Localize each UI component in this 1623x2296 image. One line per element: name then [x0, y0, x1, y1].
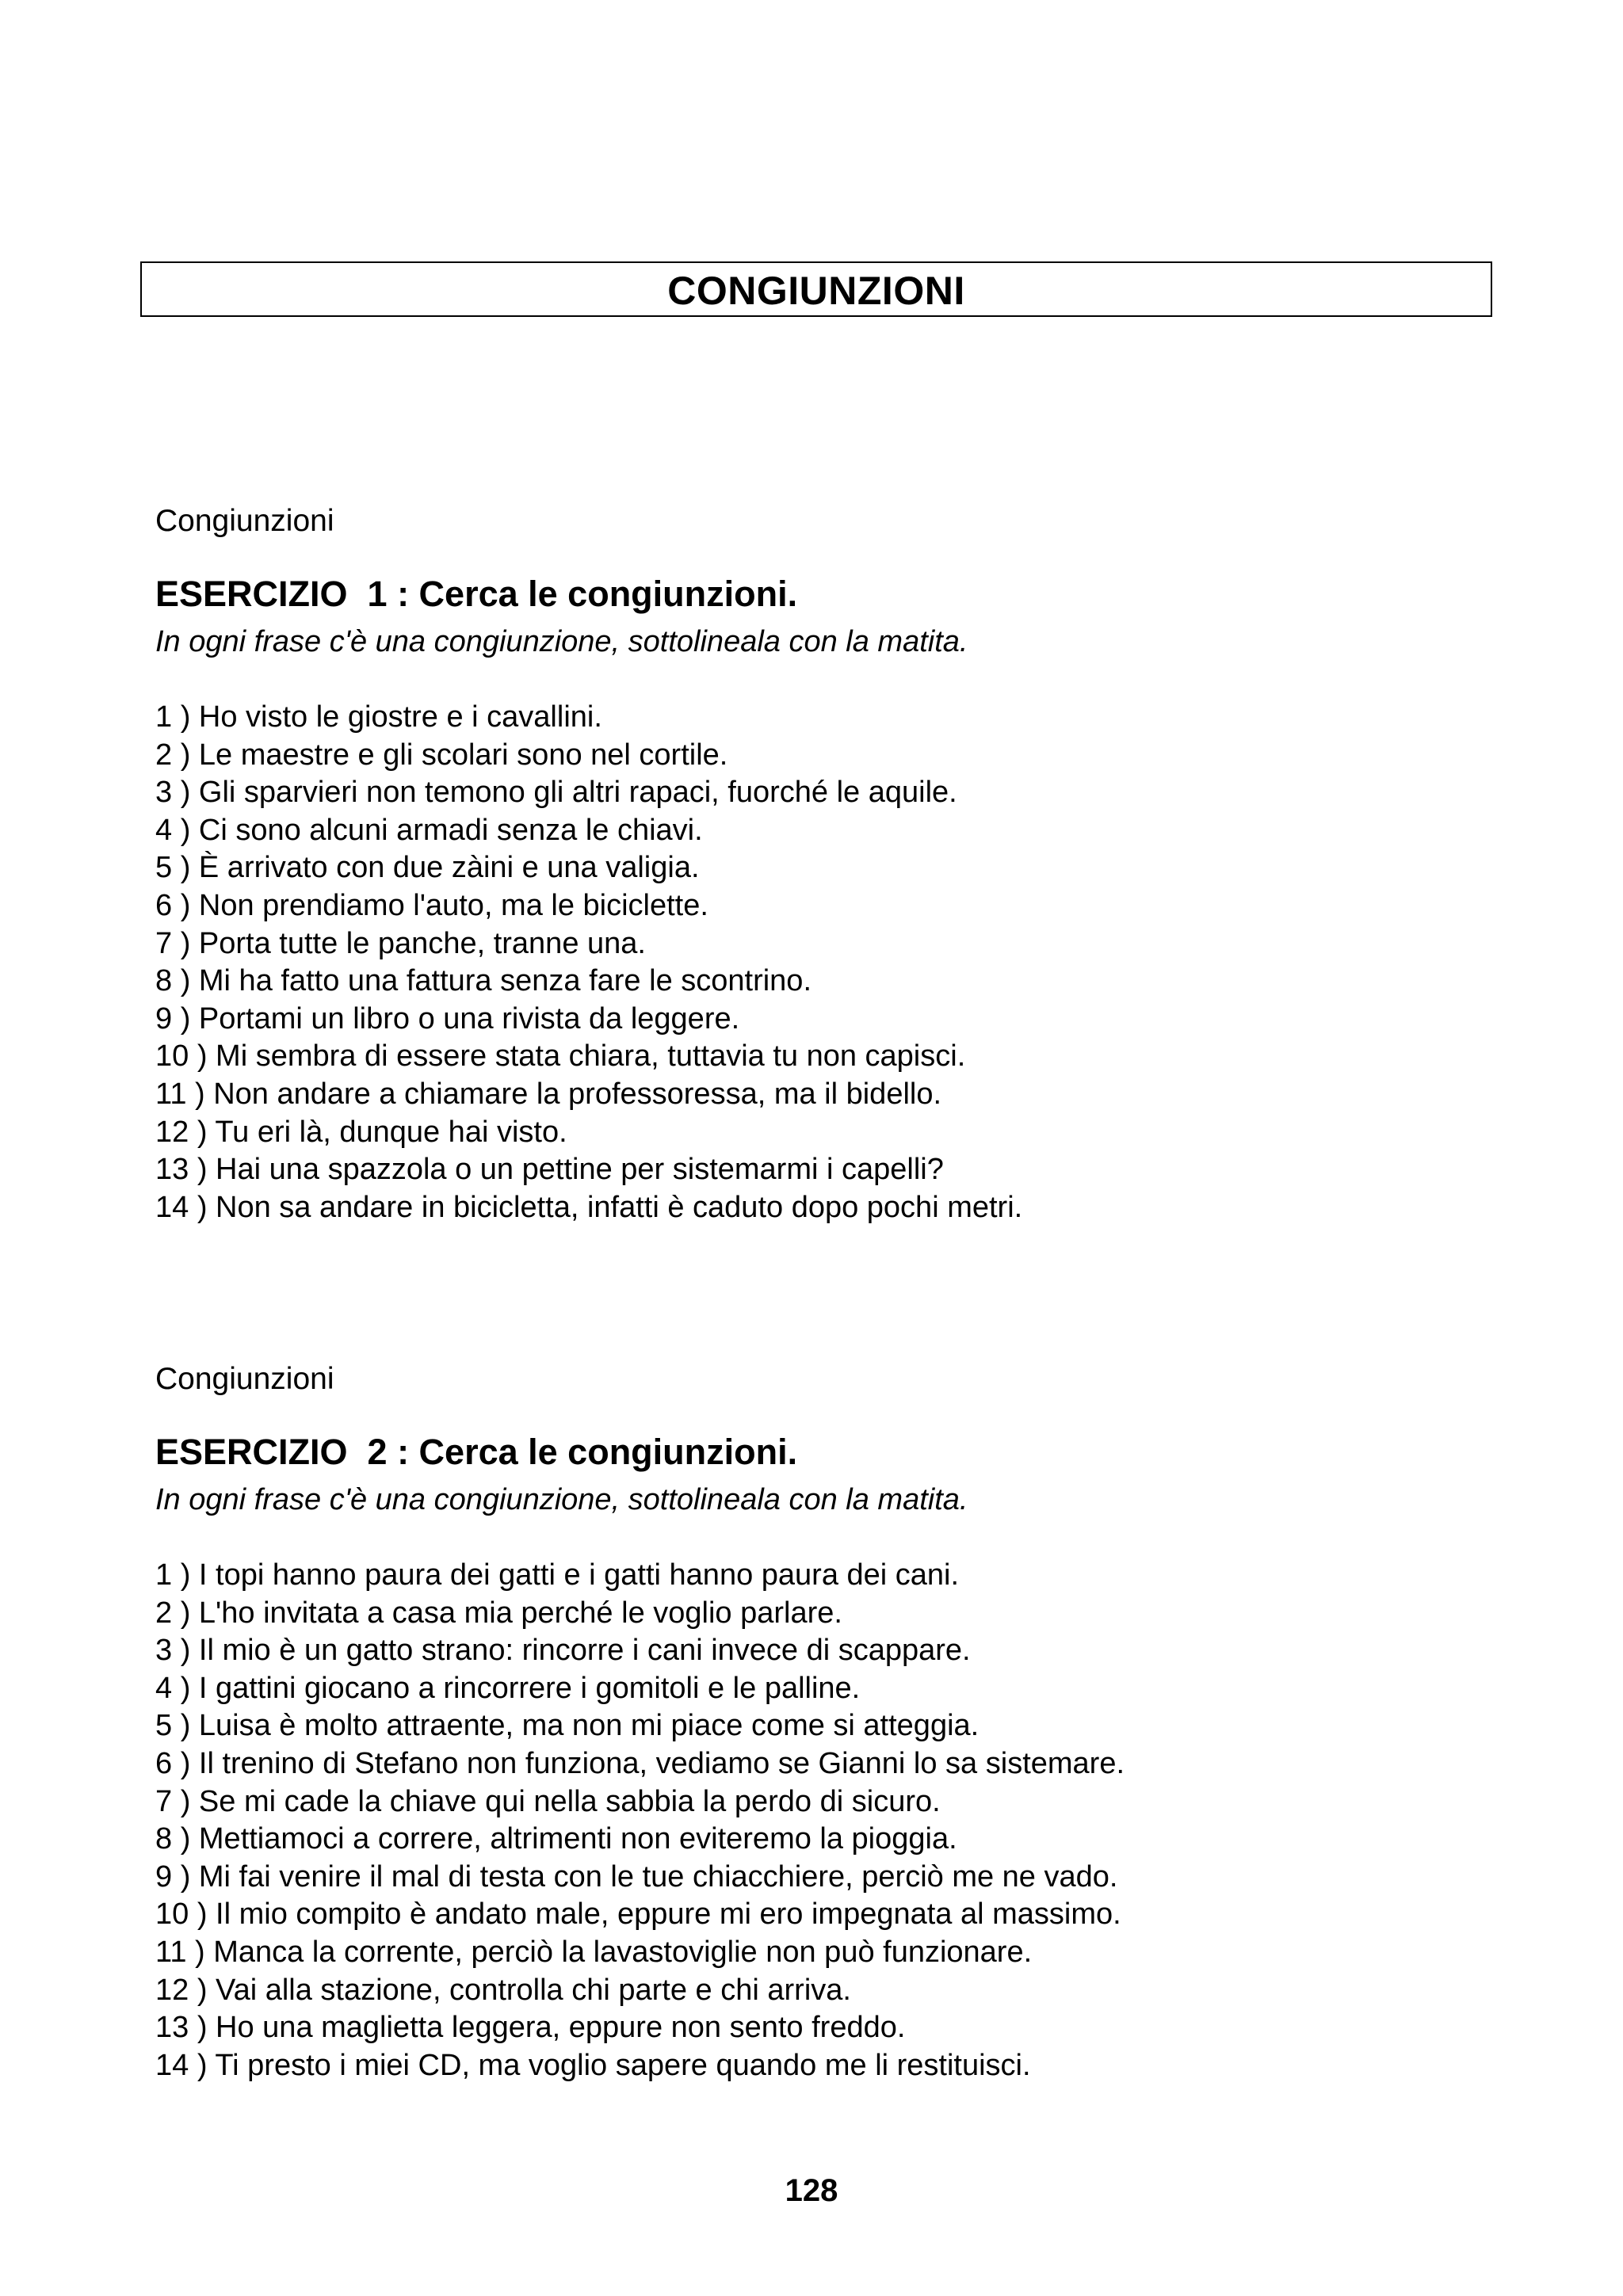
sentence-item: 6 ) Non prendiamo l'auto, ma le biciclette. [155, 888, 708, 922]
sentence-item: 14 ) Ti presto i miei CD, ma voglio sapere quando me li restituisci. [155, 2048, 1031, 2082]
sentence-item: 8 ) Mi ha fatto una fattura senza fare le scontrino. [155, 964, 812, 998]
sentence-item: 6 ) Il trenino di Stefano non funziona, vediamo se Gianni lo sa sistemare. [155, 1746, 1125, 1780]
sentence-list [155, 1557, 1503, 2084]
sentence-item: 2 ) Le maestre e gli scolari sono nel cortile. [155, 738, 728, 772]
page-title-box [140, 261, 1492, 317]
exercise-1 [155, 498, 1503, 1226]
sentence-item: 7 ) Porta tutte le panche, tranne una. [155, 926, 646, 960]
page-title: CONGIUNZIONI [667, 269, 965, 313]
sentence-item: 7 ) Se mi cade la chiave qui nella sabbia la perdo di sicuro. [155, 1784, 941, 1818]
sentence-item: 5 ) È arrivato con due zàini e una valigia. [155, 851, 700, 885]
sentence-list [155, 699, 1503, 1226]
exercise-heading: ESERCIZIO 1 : Cerca le congiunzioni. [155, 574, 798, 614]
sentence-item: 1 ) I topi hanno paura dei gatti e i gatti hanno paura dei cani. [155, 1558, 960, 1592]
exercise-2 [155, 1356, 1503, 2084]
exercise-instructions: In ogni frase c'è una congiunzione, sottolineala con la matita. [155, 625, 968, 658]
sentence-item: 1 ) Ho visto le giostre e i cavallini. [155, 700, 602, 734]
sentence-item: 14 ) Non sa andare in bicicletta, infatti è caduto dopo pochi metri. [155, 1190, 1023, 1224]
sentence-item: 9 ) Portami un libro o una rivista da leggere. [155, 1001, 740, 1035]
sentence-item: 13 ) Hai una spazzola o un pettine per sistemarmi i capelli? [155, 1153, 944, 1187]
sentence-item: 9 ) Mi fai venire il mal di testa con le tue chiacchiere, perciò me ne vado. [155, 1859, 1118, 1894]
sentence-item: 3 ) Gli sparvieri non temono gli altri rapaci, fuorché le aquile. [155, 776, 957, 810]
exercise-topic: Congiunzioni [155, 504, 334, 538]
page-number: 128 [785, 2173, 838, 2208]
sentence-item: 4 ) Ci sono alcuni armadi senza le chiavi. [155, 813, 703, 847]
exercise-instructions: In ogni frase c'è una congiunzione, sottolineala con la matita. [155, 1483, 968, 1516]
sentence-item: 2 ) L'ho invitata a casa mia perché le voglio parlare. [155, 1596, 842, 1630]
sentence-item: 12 ) Tu eri là, dunque hai visto. [155, 1115, 567, 1149]
sentence-item: 12 ) Vai alla stazione, controlla chi parte e chi arriva. [155, 1973, 851, 2007]
exercise-heading: ESERCIZIO 2 : Cerca le congiunzioni. [155, 1432, 798, 1472]
sentence-item: 10 ) Il mio compito è andato male, eppure mi ero impegnata al massimo. [155, 1897, 1121, 1932]
sentence-item: 8 ) Mettiamoci a correre, altrimenti non eviteremo la pioggia. [155, 1822, 957, 1856]
sentence-item: 10 ) Mi sembra di essere stata chiara, tuttavia tu non capisci. [155, 1039, 966, 1074]
sentence-item: 3 ) Il mio è un gatto strano: rincorre i cani invece di scappare. [155, 1634, 971, 1668]
sentence-item: 4 ) I gattini giocano a rincorrere i gomitoli e le palline. [155, 1671, 861, 1705]
exercise-topic: Congiunzioni [155, 1362, 334, 1396]
sentence-item: 5 ) Luisa è molto attraente, ma non mi piace come si atteggia. [155, 1709, 980, 1743]
sentence-item: 11 ) Non andare a chiamare la professoressa, ma il bidello. [155, 1077, 942, 1111]
sentence-item: 11 ) Manca la corrente, perciò la lavastoviglie non può funzionare. [155, 1935, 1033, 1969]
sentence-item: 13 ) Ho una maglietta leggera, eppure non sento freddo. [155, 2011, 906, 2045]
